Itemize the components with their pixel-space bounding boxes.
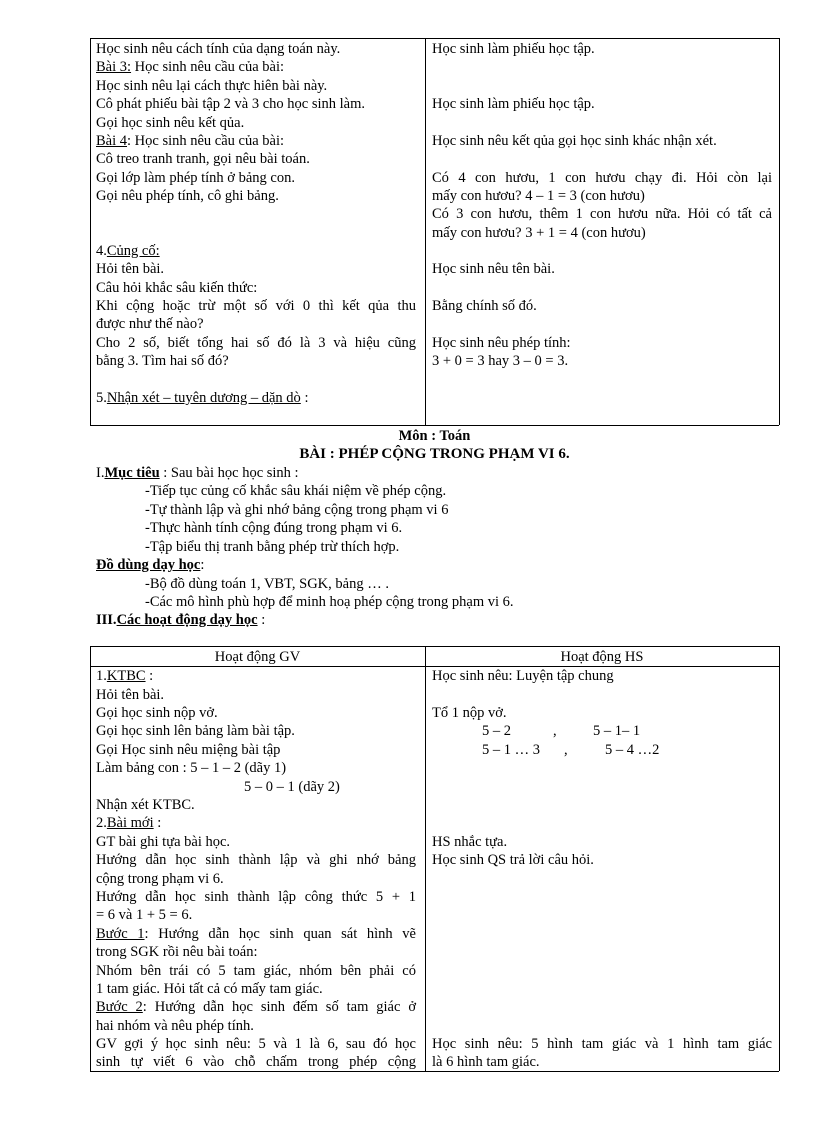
text-line: 3 + 0 = 3 hay 3 – 0 = 3. (432, 353, 569, 369)
text-line: 2.Bài mới : (96, 815, 162, 831)
text-line: GV gợi ý học sinh nêu: 5 và 1 là 6, sau đó học (96, 1036, 416, 1052)
text-line: Hướng dẫn học sinh thành lập công thức 5 + 1 (96, 889, 416, 905)
text-line: 5 – 1 … 3 (482, 742, 540, 758)
text-line: , (553, 723, 557, 739)
text-line: Nhận xét KTBC. (96, 797, 195, 813)
text-line: Học sinh làm phiếu học tập. (432, 41, 595, 57)
text-line: 5 – 1– 1 (593, 723, 641, 739)
text-line: GT bài ghi tựa bài học. (96, 834, 231, 850)
lesson-title: BÀI : PHÉP CỘNG TRONG PHẠM VI 6. (299, 446, 570, 462)
text-line: 5 – 4 …2 (605, 742, 660, 758)
text-line: cộng trong phạm vi 6. (96, 871, 224, 887)
header-teacher-activity: Hoạt động GV (214, 649, 301, 665)
list-item: -Bộ đồ dùng toán 1, VBT, SGK, bảng … . (145, 576, 389, 592)
text-line: Có 3 con hươu, thêm 1 con hươu nữa. Hỏi có tất cả (432, 206, 772, 222)
text-line: Câu hỏi khắc sâu kiến thức: (96, 280, 258, 296)
text-line: Cho 2 số, biết tổng hai số đó là 3 và hiệu cũng (96, 335, 416, 351)
text-line: là 6 hình tam giác. (432, 1054, 540, 1070)
list-item: -Các mô hình phù hợp để minh hoạ phép cộng trong phạm vi 6. (145, 594, 514, 610)
text-line: sinh tự viết 6 vào chỗ chấm trong phép cộng (96, 1054, 416, 1070)
text-line: Học sinh làm phiếu học tập. (432, 96, 595, 112)
text-line: Nhóm bên trái có 5 tam giác, nhóm bên phải có (96, 963, 416, 979)
text-line: Hỏi tên bài. (96, 261, 165, 277)
list-item: -Tập biểu thị tranh bằng phép trừ thích hợp. (145, 539, 400, 555)
text-line: Bài 3: Học sinh nêu cầu của bài: (96, 59, 285, 75)
objectives-heading: I.Mục tiêu : Sau bài học học sinh : (96, 465, 299, 481)
text-line: Gọi Học sinh nêu miệng bài tập (96, 742, 281, 758)
text-line: Tổ 1 nộp vở. (432, 705, 507, 721)
text-line: 5 – 0 – 1 (dãy 2) (244, 779, 340, 795)
text-line: Bài 4: Học sinh nêu cầu của bài: (96, 133, 285, 149)
text-line: Cô treo tranh tranh, gọi nêu bài toán. (96, 151, 310, 167)
text-line: Học sinh nêu cách tính của dạng toán này. (96, 41, 341, 57)
text-line: Học sinh nêu kết qủa gọi học sinh khác nhận xét. (432, 133, 717, 149)
list-item: -Tự thành lập và ghi nhớ bảng cộng trong phạm vi 6 (145, 502, 449, 518)
text-line: Hỏi tên bài. (96, 687, 165, 703)
text-line: Có 4 con hươu, 1 con hươu chạy đi. Hỏi còn lại (432, 170, 772, 186)
text-line: Gọi nêu phép tính, cô ghi bảng. (96, 188, 279, 204)
text-line: Gọi lớp làm phép tính ở bảng con. (96, 170, 295, 186)
text-line: 1 tam giác. Hỏi tất cả có mấy tam giác. (96, 981, 323, 997)
text-line: Gọi học sinh lên bảng làm bài tập. (96, 723, 295, 739)
text-line: Học sinh QS trả lời câu hỏi. (432, 852, 594, 868)
list-item: -Tiếp tục củng cố khắc sâu khái niệm về phép cộng. (145, 483, 447, 499)
text-line: 1.KTBC : (96, 668, 154, 684)
text-line: Học sinh nêu lại cách thực hiên bài này. (96, 78, 328, 94)
list-item: -Thực hành tính cộng đúng trong phạm vi 6. (145, 520, 403, 536)
subject-title: Môn : Toán (398, 428, 471, 444)
text-line: được như thế nào? (96, 316, 204, 332)
text-line: Hướng dẫn học sinh thành lập và ghi nhớ bảng (96, 852, 416, 868)
text-line: Gọi học sinh nộp vở. (96, 705, 218, 721)
text-line: Bằng chính số đó. (432, 298, 537, 314)
text-line: hai nhóm và nêu phép tính. (96, 1018, 254, 1034)
text-line: Học sinh nêu: 5 hình tam giác và 1 hình tam giác (432, 1036, 772, 1052)
activities-heading: III.Các hoạt động dạy học : (96, 612, 266, 628)
text-line: Học sinh nêu phép tính: (432, 335, 571, 351)
text-line: = 6 và 1 + 5 = 6. (96, 907, 193, 923)
text-line: mấy con hươu? 4 – 1 = 3 (con hươu) (432, 188, 645, 204)
text-line: bằng 3. Tìm hai số đó? (96, 353, 229, 369)
text-line: Học sinh nêu: Luyện tập chung (432, 668, 614, 684)
text-line: , (564, 742, 568, 758)
text-line: HS nhắc tựa. (432, 834, 508, 850)
header-student-activity: Hoạt động HS (560, 649, 644, 665)
text-line: Làm bảng con : 5 – 1 – 2 (dãy 1) (96, 760, 287, 776)
text-line: 5 – 2 (482, 723, 511, 739)
text-line: Gọi học sinh nêu kết qủa. (96, 115, 245, 131)
text-line: Học sinh nêu tên bài. (432, 261, 555, 277)
text-line: 4.Củng cố: (96, 243, 160, 259)
text-line: 5.Nhận xét – tuyên dương – dặn dò : (96, 390, 309, 406)
text-line: Bước 1: Hướng dẫn học sinh quan sát hình vẽ (96, 926, 416, 942)
text-line: Cô phát phiếu bài tập 2 và 3 cho học sinh làm. (96, 96, 366, 112)
text-line: Khi cộng hoặc trừ một số với 0 thì kết qủa thu (96, 298, 416, 314)
text-line: Bước 2: Hướng dẫn học sinh đếm số tam giác ở (96, 999, 416, 1015)
text-line: mấy con hươu? 3 + 1 = 4 (con hươu) (432, 225, 646, 241)
materials-heading: Đồ dùng dạy học: (96, 557, 205, 573)
text-line: trong SGK rồi nêu bài toán: (96, 944, 258, 960)
